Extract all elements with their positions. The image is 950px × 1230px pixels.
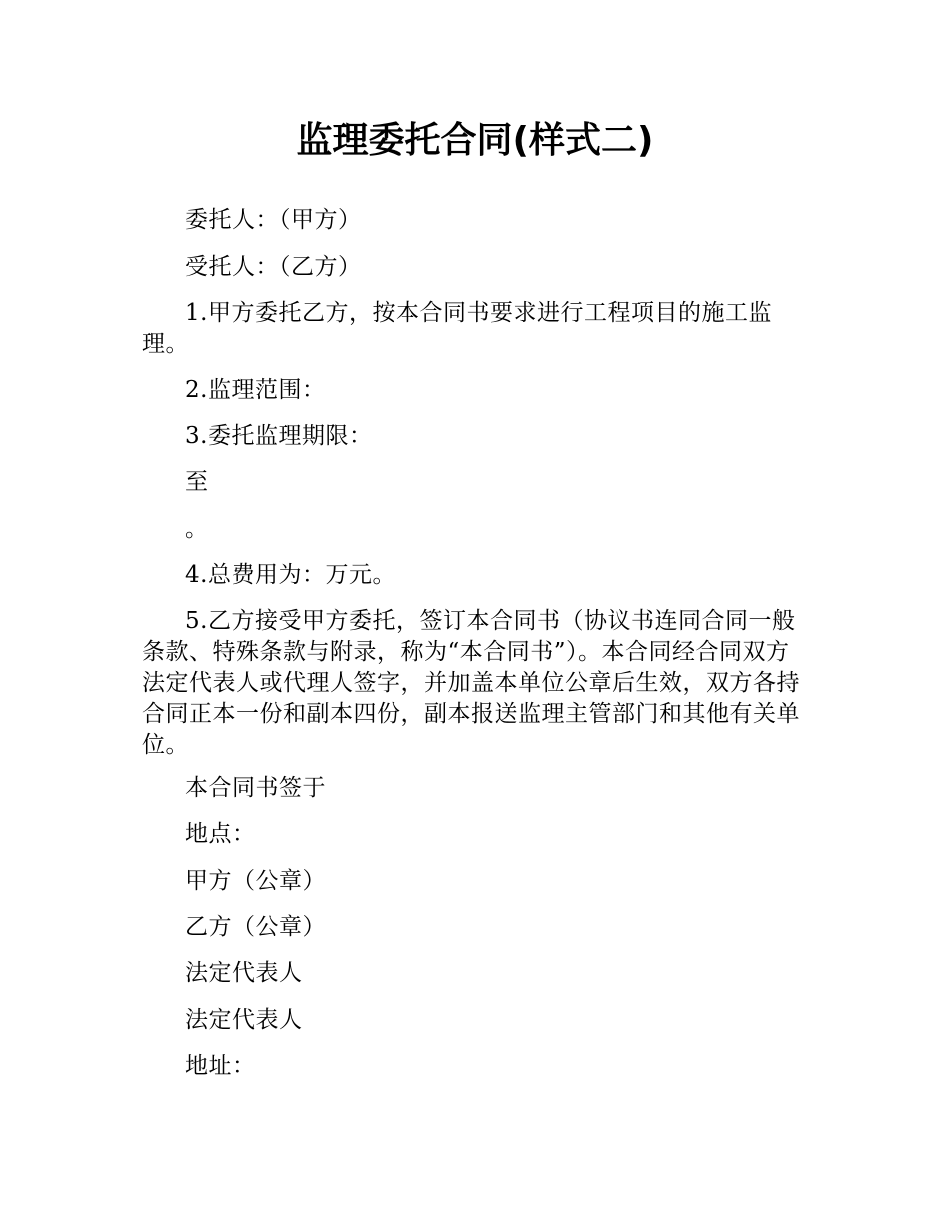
clause-1: 1.甲方委托乙方，按本合同书要求进行工程项目的施工监理。 [142,300,772,357]
period-to: 至 [185,469,209,495]
clause-2: 2.监理范围： [185,377,326,403]
clause-3: 3.委托监理期限： [185,423,373,449]
client-line: 委托人：（甲方） [185,207,362,233]
document-title: 监理委托合同(样式二) [296,120,654,161]
clause-4: 4.总费用为：万元。 [185,562,396,588]
contractor-line: 受托人：（乙方） [185,254,362,280]
clause-5: 5.乙方接受甲方委托，签订本合同书（协议书连同合同一般条款、特殊条款与附录，称为“本合同书”）。本合同经合同双方法定代表人或代理人签字，并加盖本单位公章后生效，双方各持合同正本一份和副本四份，副本报送监理主管部门和其他有关单位。 [142,608,800,758]
party-b-seal: 乙方（公章） [185,914,326,940]
period-end-mark: 。 [185,516,209,542]
place-line: 地点： [185,821,256,847]
signed-at-line: 本合同书签于 [185,775,326,801]
legal-rep-a: 法定代表人 [185,960,303,986]
party-a-seal: 甲方（公章） [185,868,326,894]
address-line: 地址： [185,1053,256,1079]
legal-rep-b: 法定代表人 [185,1007,303,1033]
